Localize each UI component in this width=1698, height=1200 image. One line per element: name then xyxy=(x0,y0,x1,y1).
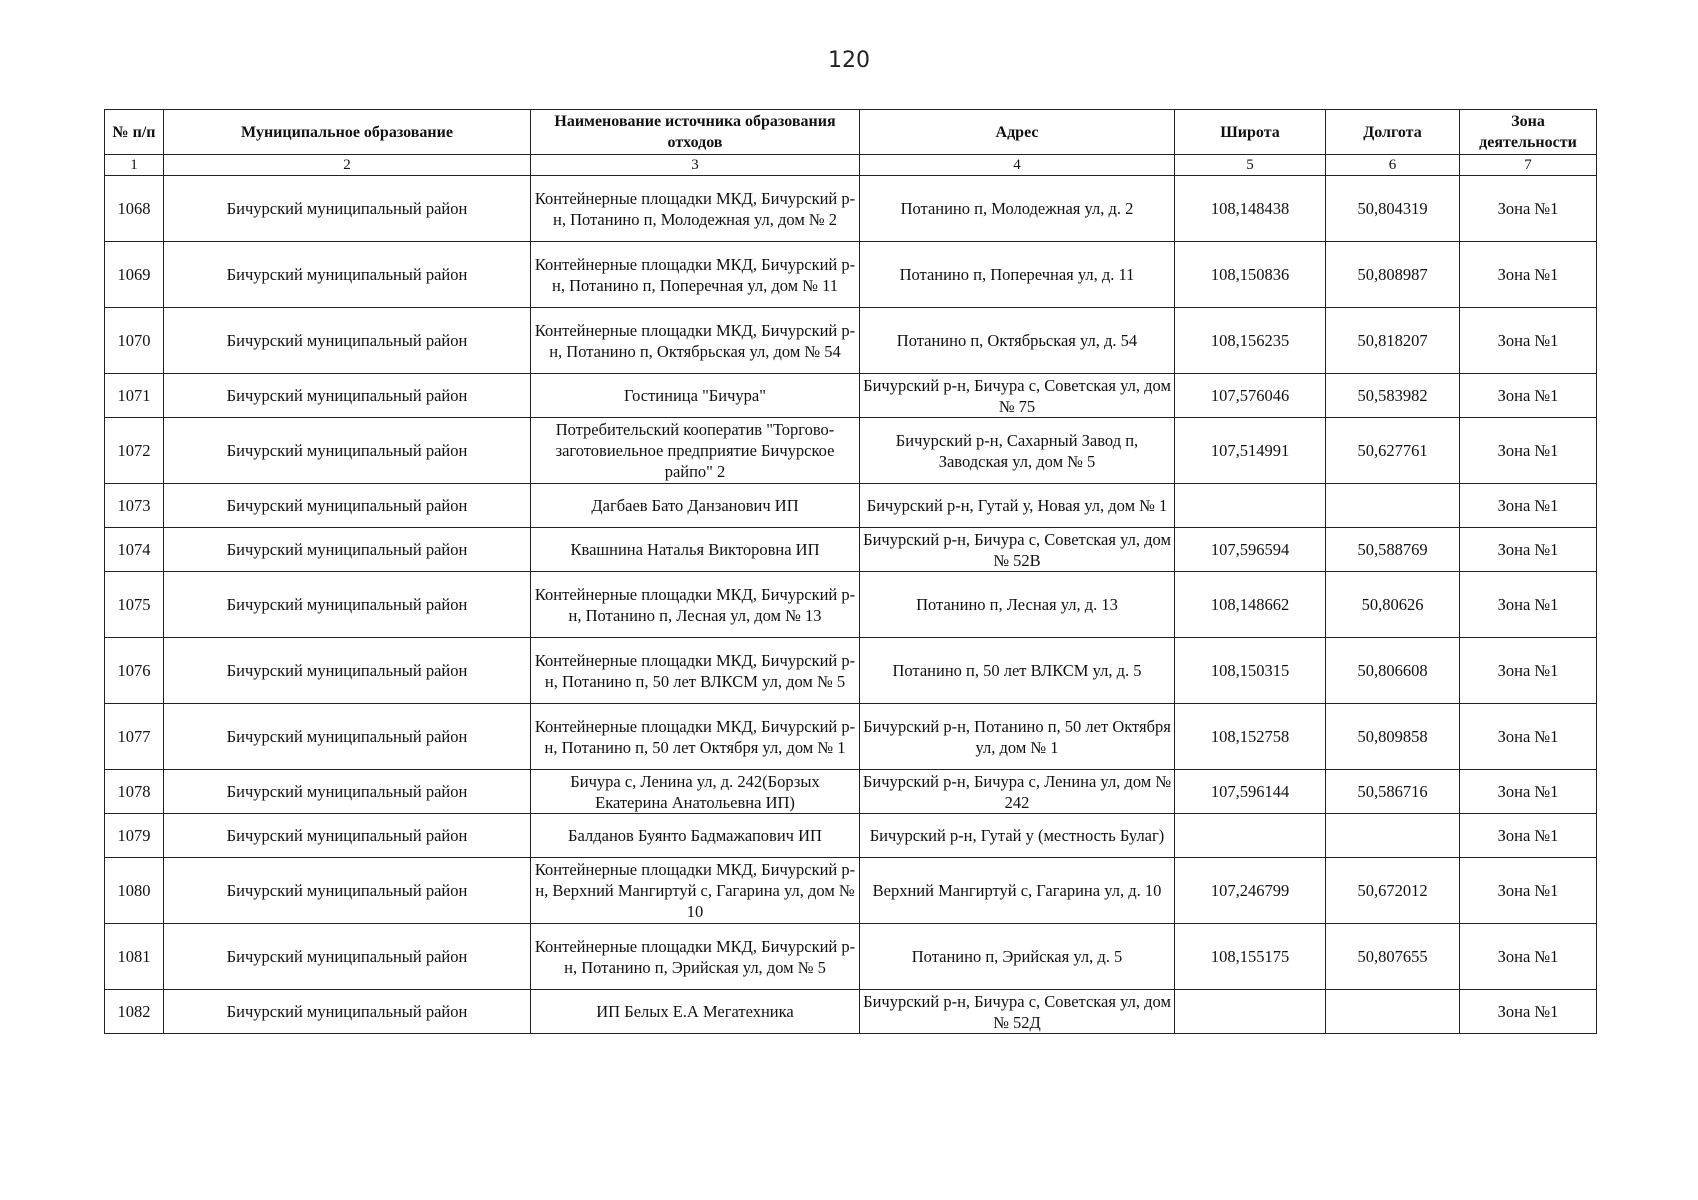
cell-number: 1075 xyxy=(105,572,164,638)
cell-latitude: 107,596144 xyxy=(1175,770,1326,814)
cell-municipality: Бичурский муниципальный район xyxy=(164,484,531,528)
cell-municipality: Бичурский муниципальный район xyxy=(164,858,531,924)
cell-longitude: 50,806608 xyxy=(1326,638,1460,704)
cell-zone: Зона №1 xyxy=(1460,770,1597,814)
cell-longitude: 50,80626 xyxy=(1326,572,1460,638)
cell-latitude xyxy=(1175,484,1326,528)
cell-longitude: 50,588769 xyxy=(1326,528,1460,572)
header-municipality: Муниципальное образование xyxy=(164,110,531,155)
cell-number: 1078 xyxy=(105,770,164,814)
cell-number: 1082 xyxy=(105,990,164,1034)
cell-source: Квашнина Наталья Викторовна ИП xyxy=(531,528,860,572)
table-row xyxy=(105,484,1597,528)
cell-address: Потанино п, Лесная ул, д. 13 xyxy=(860,572,1175,638)
cell-source: Контейнерные площадки МКД, Бичурский р-н, Потанино п, Молодежная ул, дом № 2 xyxy=(531,176,860,242)
cell-longitude: 50,627761 xyxy=(1326,418,1460,484)
cell-address: Потанино п, Молодежная ул, д. 2 xyxy=(860,176,1175,242)
cell-address: Бичурский р-н, Бичура с, Советская ул, дом № 75 xyxy=(860,374,1175,418)
cell-municipality: Бичурский муниципальный район xyxy=(164,990,531,1034)
cell-latitude: 108,150836 xyxy=(1175,242,1326,308)
cell-longitude xyxy=(1326,814,1460,858)
table-row xyxy=(105,572,1597,638)
cell-address: Потанино п, Октябрьская ул, д. 54 xyxy=(860,308,1175,374)
cell-longitude: 50,807655 xyxy=(1326,924,1460,990)
cell-longitude: 50,586716 xyxy=(1326,770,1460,814)
column-number: 5 xyxy=(1175,155,1326,176)
waste-sources-table xyxy=(104,109,1597,1034)
table-row xyxy=(105,374,1597,418)
cell-zone: Зона №1 xyxy=(1460,858,1597,924)
cell-latitude: 108,150315 xyxy=(1175,638,1326,704)
cell-address: Потанино п, Эрийская ул, д. 5 xyxy=(860,924,1175,990)
cell-number: 1069 xyxy=(105,242,164,308)
cell-latitude: 107,514991 xyxy=(1175,418,1326,484)
header-latitude: Широта xyxy=(1175,110,1326,155)
table-row xyxy=(105,990,1597,1034)
column-number: 7 xyxy=(1460,155,1597,176)
cell-address: Бичурский р-н, Гутай у, Новая ул, дом № 1 xyxy=(860,484,1175,528)
cell-address: Бичурский р-н, Гутай у (местность Булаг) xyxy=(860,814,1175,858)
header-address: Адрес xyxy=(860,110,1175,155)
cell-zone: Зона №1 xyxy=(1460,308,1597,374)
cell-municipality: Бичурский муниципальный район xyxy=(164,770,531,814)
cell-zone: Зона №1 xyxy=(1460,638,1597,704)
cell-latitude: 108,155175 xyxy=(1175,924,1326,990)
table-row xyxy=(105,308,1597,374)
column-number: 6 xyxy=(1326,155,1460,176)
cell-source: Контейнерные площадки МКД, Бичурский р-н, Потанино п, 50 лет Октября ул, дом № 1 xyxy=(531,704,860,770)
cell-address: Бичурский р-н, Бичура с, Советская ул, дом № 52В xyxy=(860,528,1175,572)
cell-municipality: Бичурский муниципальный район xyxy=(164,528,531,572)
cell-source: Потребительский кооператив "Торгово-заготовиельное предприятие Бичурское райпо" 2 xyxy=(531,418,860,484)
cell-number: 1079 xyxy=(105,814,164,858)
cell-longitude: 50,804319 xyxy=(1326,176,1460,242)
cell-zone: Зона №1 xyxy=(1460,176,1597,242)
cell-address: Потанино п, Поперечная ул, д. 11 xyxy=(860,242,1175,308)
cell-municipality: Бичурский муниципальный район xyxy=(164,176,531,242)
header-zone: Зона деятельности xyxy=(1460,110,1597,155)
cell-source: ИП Белых Е.А Мегатехника xyxy=(531,990,860,1034)
cell-zone: Зона №1 xyxy=(1460,418,1597,484)
cell-latitude: 108,156235 xyxy=(1175,308,1326,374)
cell-municipality: Бичурский муниципальный район xyxy=(164,374,531,418)
table-row xyxy=(105,704,1597,770)
cell-address: Бичурский р-н, Потанино п, 50 лет Октября ул, дом № 1 xyxy=(860,704,1175,770)
cell-number: 1068 xyxy=(105,176,164,242)
cell-latitude: 108,152758 xyxy=(1175,704,1326,770)
table-row xyxy=(105,528,1597,572)
cell-municipality: Бичурский муниципальный район xyxy=(164,814,531,858)
cell-zone: Зона №1 xyxy=(1460,572,1597,638)
cell-source: Контейнерные площадки МКД, Бичурский р-н, Потанино п, Эрийская ул, дом № 5 xyxy=(531,924,860,990)
cell-zone: Зона №1 xyxy=(1460,528,1597,572)
cell-latitude: 107,576046 xyxy=(1175,374,1326,418)
cell-municipality: Бичурский муниципальный район xyxy=(164,924,531,990)
cell-municipality: Бичурский муниципальный район xyxy=(164,308,531,374)
table-row xyxy=(105,418,1597,484)
page-number: 120 xyxy=(828,48,870,73)
cell-latitude: 108,148662 xyxy=(1175,572,1326,638)
cell-source: Дагбаев Бато Данзанович ИП xyxy=(531,484,860,528)
table-row xyxy=(105,814,1597,858)
table-row xyxy=(105,638,1597,704)
cell-longitude: 50,809858 xyxy=(1326,704,1460,770)
table-row xyxy=(105,770,1597,814)
cell-number: 1074 xyxy=(105,528,164,572)
cell-source: Контейнерные площадки МКД, Бичурский р-н, Потанино п, 50 лет ВЛКСМ ул, дом № 5 xyxy=(531,638,860,704)
cell-source: Контейнерные площадки МКД, Бичурский р-н, Верхний Мангиртуй с, Гагарина ул, дом № 10 xyxy=(531,858,860,924)
cell-source: Контейнерные площадки МКД, Бичурский р-н, Потанино п, Октябрьская ул, дом № 54 xyxy=(531,308,860,374)
column-number: 1 xyxy=(105,155,164,176)
cell-latitude: 107,246799 xyxy=(1175,858,1326,924)
cell-latitude: 107,596594 xyxy=(1175,528,1326,572)
cell-longitude: 50,583982 xyxy=(1326,374,1460,418)
cell-zone: Зона №1 xyxy=(1460,924,1597,990)
cell-municipality: Бичурский муниципальный район xyxy=(164,704,531,770)
cell-municipality: Бичурский муниципальный район xyxy=(164,242,531,308)
cell-number: 1076 xyxy=(105,638,164,704)
cell-latitude: 108,148438 xyxy=(1175,176,1326,242)
cell-longitude xyxy=(1326,484,1460,528)
table-row xyxy=(105,242,1597,308)
header-source-name: Наименование источника образования отходов xyxy=(531,110,860,155)
cell-municipality: Бичурский муниципальный район xyxy=(164,638,531,704)
cell-source: Контейнерные площадки МКД, Бичурский р-н, Потанино п, Поперечная ул, дом № 11 xyxy=(531,242,860,308)
cell-address: Бичурский р-н, Бичура с, Ленина ул, дом № 242 xyxy=(860,770,1175,814)
cell-zone: Зона №1 xyxy=(1460,814,1597,858)
column-number-row xyxy=(105,155,1597,176)
header-row-number: № п/п xyxy=(105,110,164,155)
cell-municipality: Бичурский муниципальный район xyxy=(164,572,531,638)
cell-zone: Зона №1 xyxy=(1460,704,1597,770)
column-number: 3 xyxy=(531,155,860,176)
cell-address: Верхний Мангиртуй с, Гагарина ул, д. 10 xyxy=(860,858,1175,924)
table-row xyxy=(105,924,1597,990)
cell-number: 1070 xyxy=(105,308,164,374)
table-row xyxy=(105,176,1597,242)
cell-address: Бичурский р-н, Бичура с, Советская ул, дом № 52Д xyxy=(860,990,1175,1034)
cell-number: 1081 xyxy=(105,924,164,990)
cell-municipality: Бичурский муниципальный район xyxy=(164,418,531,484)
cell-source: Контейнерные площадки МКД, Бичурский р-н, Потанино п, Лесная ул, дом № 13 xyxy=(531,572,860,638)
cell-number: 1073 xyxy=(105,484,164,528)
cell-source: Балданов Буянто Бадмажапович ИП xyxy=(531,814,860,858)
header-longitude: Долгота xyxy=(1326,110,1460,155)
cell-latitude xyxy=(1175,990,1326,1034)
cell-zone: Зона №1 xyxy=(1460,374,1597,418)
cell-zone: Зона №1 xyxy=(1460,242,1597,308)
cell-zone: Зона №1 xyxy=(1460,990,1597,1034)
cell-longitude: 50,808987 xyxy=(1326,242,1460,308)
cell-number: 1080 xyxy=(105,858,164,924)
column-number: 2 xyxy=(164,155,531,176)
cell-longitude: 50,818207 xyxy=(1326,308,1460,374)
cell-zone: Зона №1 xyxy=(1460,484,1597,528)
cell-longitude xyxy=(1326,990,1460,1034)
cell-number: 1072 xyxy=(105,418,164,484)
column-number: 4 xyxy=(860,155,1175,176)
cell-number: 1071 xyxy=(105,374,164,418)
cell-longitude: 50,672012 xyxy=(1326,858,1460,924)
table-row xyxy=(105,858,1597,924)
cell-source: Гостиница "Бичура" xyxy=(531,374,860,418)
cell-latitude xyxy=(1175,814,1326,858)
cell-source: Бичура с, Ленина ул, д. 242(Борзых Екатерина Анатольевна ИП) xyxy=(531,770,860,814)
table-header-row xyxy=(105,110,1597,155)
cell-address: Бичурский р-н, Сахарный Завод п, Заводская ул, дом № 5 xyxy=(860,418,1175,484)
cell-address: Потанино п, 50 лет ВЛКСМ ул, д. 5 xyxy=(860,638,1175,704)
cell-number: 1077 xyxy=(105,704,164,770)
